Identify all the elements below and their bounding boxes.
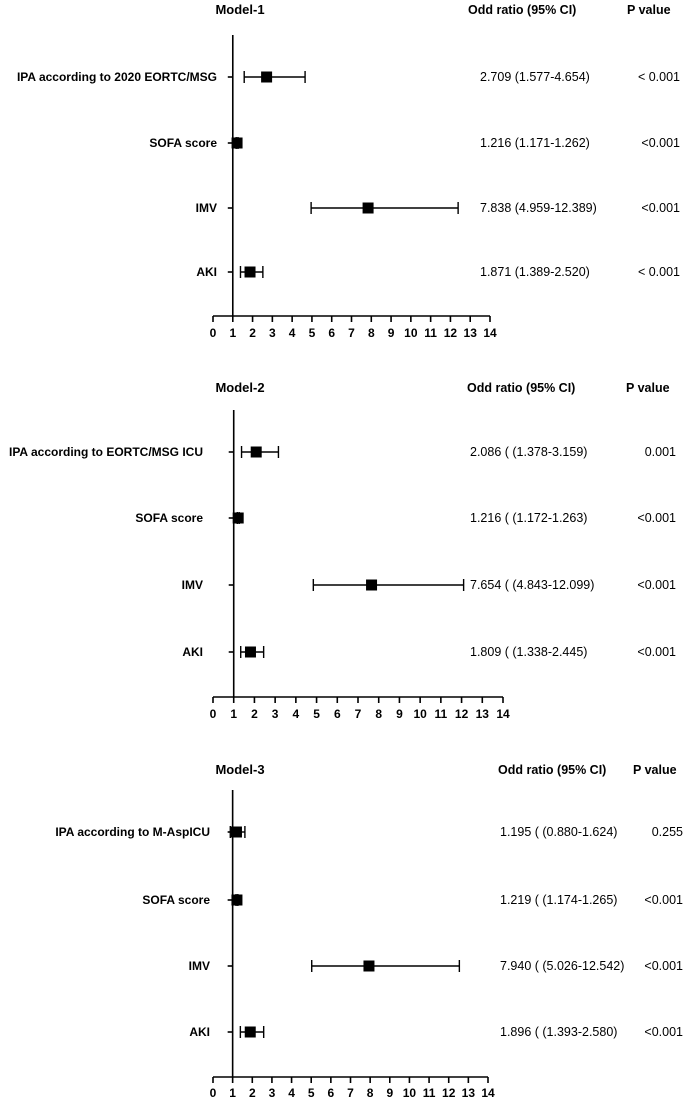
row-label: IMV <box>188 959 210 973</box>
odds-ratio-marker <box>245 1027 256 1038</box>
x-tick-label: 8 <box>367 326 375 340</box>
x-tick-label: 13 <box>461 1086 476 1100</box>
x-tick-label: 6 <box>333 707 341 721</box>
forest-row <box>55 825 683 839</box>
x-tick-label: 4 <box>288 1086 295 1100</box>
x-tick-label: 3 <box>269 326 276 340</box>
odds-ratio-header: Odd ratio (95% CI) <box>498 763 607 777</box>
odds-ratio-marker <box>231 895 242 906</box>
p-value: <0.001 <box>637 578 676 592</box>
odds-ratio-value: 7.838 (4.959-12.389) <box>480 201 597 215</box>
forest-row <box>189 1025 683 1039</box>
x-tick-label: 1 <box>230 707 238 721</box>
panel-title: Model-2 <box>215 380 265 395</box>
x-tick-label: 6 <box>328 326 336 340</box>
odds-ratio-value: 1.896 ( (1.393-2.580) <box>500 1025 618 1039</box>
x-tick-label: 10 <box>402 1086 417 1100</box>
p-value-header: P value <box>626 381 670 395</box>
x-tick-label: 0 <box>209 707 217 721</box>
x-tick-label: 8 <box>375 707 383 721</box>
x-tick-label: 7 <box>348 326 355 340</box>
x-tick-label: 10 <box>404 326 418 340</box>
p-value: < 0.001 <box>637 70 680 84</box>
forest-row <box>17 70 680 84</box>
p-value: 0.001 <box>644 445 676 459</box>
row-label: AKI <box>189 1025 210 1039</box>
x-tick-label: 0 <box>209 1086 217 1100</box>
odds-ratio-value: 1.809 ( (1.338-2.445) <box>470 645 588 659</box>
forest-row <box>182 645 676 659</box>
x-tick-label: 9 <box>396 707 403 721</box>
row-label: IPA according to 2020 EORTC/MSG <box>16 70 217 84</box>
row-label: SOFA score <box>142 893 210 907</box>
p-value: <0.001 <box>637 645 676 659</box>
forest-row <box>135 511 676 525</box>
forest-row <box>142 893 683 907</box>
row-label: SOFA score <box>135 511 203 525</box>
panel-title: Model-1 <box>215 2 265 17</box>
forest-row <box>196 265 680 279</box>
x-tick-label: 1 <box>229 1086 236 1100</box>
odds-ratio-marker <box>366 580 377 591</box>
x-tick-label: 0 <box>209 326 217 340</box>
x-tick-label: 3 <box>271 707 279 721</box>
p-value-header: P value <box>627 3 671 17</box>
x-tick-label: 1 <box>229 326 237 340</box>
x-tick-label: 11 <box>422 1086 436 1100</box>
odds-ratio-marker <box>363 961 374 972</box>
odds-ratio-value: 1.219 ( (1.174-1.265) <box>500 893 618 907</box>
x-tick-label: 5 <box>307 1086 315 1100</box>
row-label: IMV <box>181 578 203 592</box>
p-value-header: P value <box>633 763 677 777</box>
odds-ratio-marker <box>261 72 272 83</box>
p-value: <0.001 <box>644 1025 683 1039</box>
p-value: <0.001 <box>641 136 680 150</box>
x-tick-label: 9 <box>387 326 395 340</box>
x-tick-label: 4 <box>288 326 296 340</box>
x-tick-label: 7 <box>347 1086 354 1100</box>
x-tick-label: 14 <box>481 1086 495 1100</box>
x-tick-label: 11 <box>434 707 448 721</box>
odds-ratio-header: Odd ratio (95% CI) <box>467 381 576 395</box>
odds-ratio-marker <box>251 447 262 458</box>
odds-ratio-value: 1.195 ( (0.880-1.624) <box>500 825 618 839</box>
odds-ratio-marker <box>231 827 242 838</box>
p-value: <0.001 <box>641 201 680 215</box>
x-tick-label: 4 <box>292 707 300 721</box>
p-value: < 0.001 <box>637 265 680 279</box>
odds-ratio-value: 2.086 ( (1.378-3.159) <box>470 445 588 459</box>
odds-ratio-value: 1.216 (1.171-1.262) <box>480 136 590 150</box>
x-tick-label: 10 <box>413 707 427 721</box>
x-tick-label: 2 <box>248 1086 256 1100</box>
odds-ratio-value: 1.871 (1.389-2.520) <box>480 265 590 279</box>
x-tick-label: 2 <box>249 326 256 340</box>
odds-ratio-value: 1.216 ( (1.172-1.263) <box>470 511 588 525</box>
row-label: IPA according to EORTC/MSG ICU <box>8 445 203 459</box>
row-label: IPA according to M-AspICU <box>55 825 210 839</box>
odds-ratio-marker <box>245 647 256 658</box>
p-value: <0.001 <box>637 511 676 525</box>
odds-ratio-marker <box>363 203 374 214</box>
odds-ratio-value: 7.654 ( (4.843-12.099) <box>470 578 595 592</box>
x-tick-label: 14 <box>483 326 497 340</box>
x-tick-label: 12 <box>442 1086 456 1100</box>
odds-ratio-marker <box>233 513 244 524</box>
panel-title: Model-3 <box>215 762 265 777</box>
odds-ratio-marker <box>232 138 243 149</box>
x-tick-label: 8 <box>366 1086 374 1100</box>
p-value: <0.001 <box>644 893 683 907</box>
forest-panel-2 <box>9 380 676 721</box>
x-tick-label: 2 <box>251 707 258 721</box>
x-tick-label: 13 <box>475 707 489 721</box>
row-label: AKI <box>182 645 203 659</box>
forest-row <box>196 201 680 215</box>
x-tick-label: 3 <box>268 1086 276 1100</box>
x-tick-label: 13 <box>463 326 477 340</box>
forest-panel-1 <box>17 2 680 340</box>
odds-ratio-header: Odd ratio (95% CI) <box>468 3 577 17</box>
row-label: IMV <box>195 201 217 215</box>
x-tick-label: 6 <box>327 1086 335 1100</box>
odds-ratio-value: 7.940 ( (5.026-12.542) <box>500 959 625 973</box>
x-tick-label: 12 <box>443 326 458 340</box>
x-tick-label: 5 <box>313 707 320 721</box>
forest-panel-3 <box>55 762 683 1100</box>
x-tick-label: 5 <box>308 326 316 340</box>
forest-row <box>182 578 676 592</box>
forest-row <box>189 959 683 973</box>
row-label: AKI <box>196 265 217 279</box>
p-value: <0.001 <box>644 959 683 973</box>
x-tick-label: 14 <box>496 707 510 721</box>
x-tick-label: 7 <box>354 707 362 721</box>
row-label: SOFA score <box>149 136 217 150</box>
x-tick-label: 12 <box>454 707 469 721</box>
p-value: 0.255 <box>651 825 683 839</box>
odds-ratio-value: 2.709 (1.577-4.654) <box>480 70 590 84</box>
odds-ratio-marker <box>245 267 256 278</box>
forest-row <box>149 136 680 150</box>
forest-row <box>9 445 676 459</box>
x-tick-label: 11 <box>424 326 437 340</box>
x-tick-label: 9 <box>386 1086 394 1100</box>
